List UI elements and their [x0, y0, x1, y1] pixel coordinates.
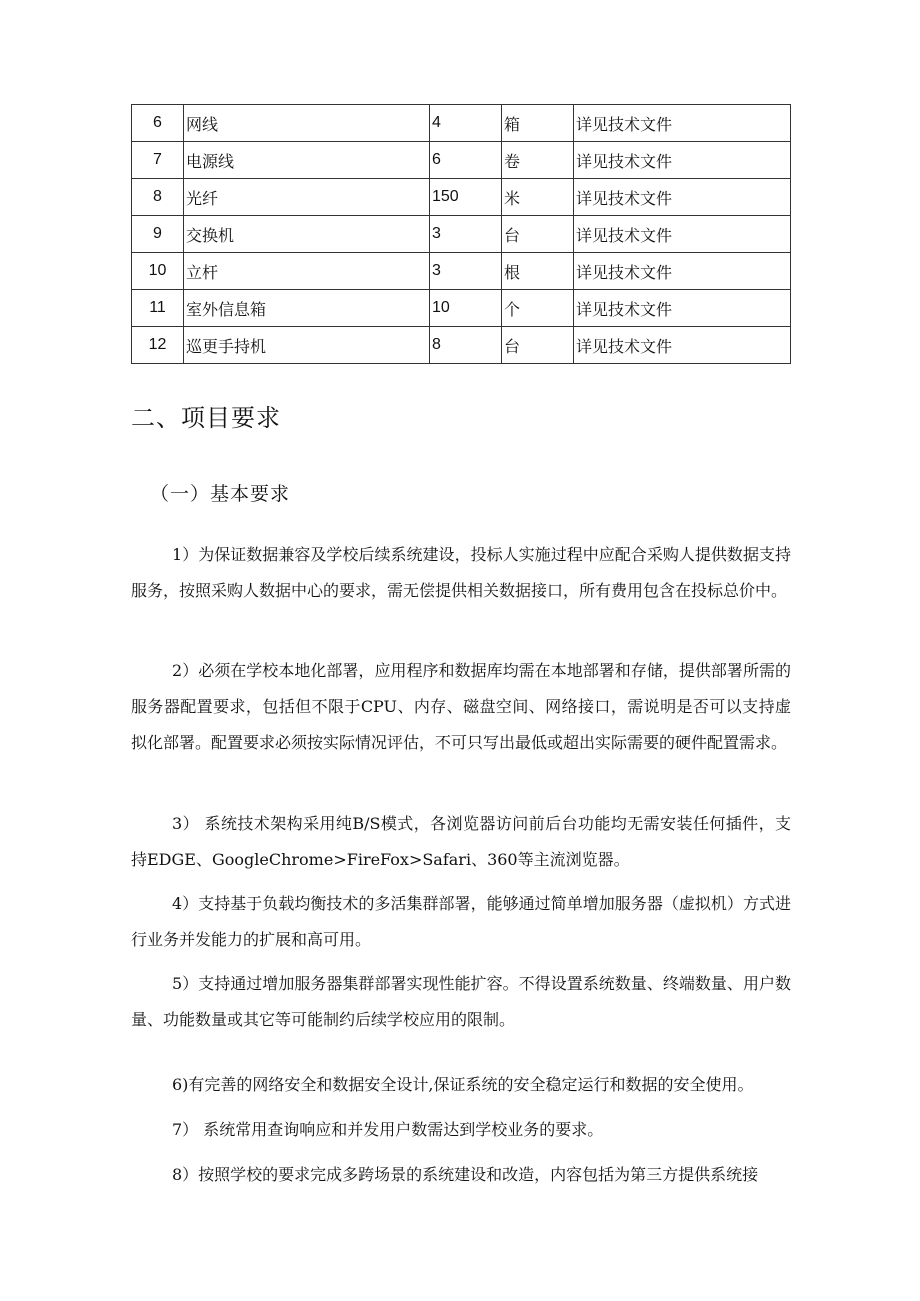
- requirement-paragraph-4: 4）支持基于负载均衡技术的多活集群部署，能够通过简单增加服务器（虚拟机）方式进行业务并发能力的扩展和高可用。: [131, 894, 791, 949]
- unit-cell: 台: [502, 216, 574, 253]
- subsection-title: （一）基本要求: [150, 483, 291, 505]
- spec-cell: 详见技术文件: [574, 290, 791, 327]
- quantity-cell: 3: [430, 253, 502, 290]
- item-name-cell: 网线: [184, 105, 430, 142]
- spec-cell: 详见技术文件: [574, 105, 791, 142]
- table-row: [132, 290, 791, 327]
- requirement-paragraph-2: 2）必须在学校本地化部署，应用程序和数据库均需在本地部署和存储，提供部署所需的服务器配置要求，包括但不限于CPU、内存、磁盘空间、网络接口，需说明是否可以支持虚拟化部署。配置要求必须按实际情况评估，不可只写出最低或超出实际需要的硬件配置需求。: [131, 661, 791, 752]
- equipment-table-body: [132, 105, 791, 364]
- row-number-cell: 8: [132, 179, 184, 216]
- unit-cell: 个: [502, 290, 574, 327]
- requirement-paragraph-5: 5）支持通过增加服务器集群部署实现性能扩容。不得设置系统数量、终端数量、用户数量、功能数量或其它等可能制约后续学校应用的限制。: [131, 974, 791, 1029]
- quantity-cell: 10: [430, 290, 502, 327]
- unit-cell: 米: [502, 179, 574, 216]
- spec-cell: 详见技术文件: [574, 179, 791, 216]
- requirement-paragraph-6: 6)有完善的网络安全和数据安全设计,保证系统的安全稳定运行和数据的安全使用。: [172, 1075, 754, 1094]
- quantity-cell: 3: [430, 216, 502, 253]
- table-row: [132, 216, 791, 253]
- quantity-cell: 8: [430, 327, 502, 364]
- table-row: [132, 179, 791, 216]
- requirement-paragraph-3: 3） 系统技术架构采用纯B/S模式，各浏览器访问前后台功能均无需安装任何插件，支持EDGE、GoogleChrome>FireFox>Safari、360等主流浏览器。: [131, 814, 791, 869]
- row-number-cell: 9: [132, 216, 184, 253]
- quantity-cell: 4: [430, 105, 502, 142]
- row-number-cell: 7: [132, 142, 184, 179]
- requirement-paragraph-8: 8）按照学校的要求完成多跨场景的系统建设和改造，内容包括为第三方提供系统接: [172, 1165, 759, 1184]
- spec-cell: 详见技术文件: [574, 327, 791, 364]
- spec-cell: 详见技术文件: [574, 253, 791, 290]
- unit-cell: 卷: [502, 142, 574, 179]
- row-number-cell: 10: [132, 253, 184, 290]
- item-name-cell: 立杆: [184, 253, 430, 290]
- item-name-cell: 光纤: [184, 179, 430, 216]
- section-title: 二、项目要求: [131, 404, 281, 432]
- table-row: [132, 105, 791, 142]
- spec-cell: 详见技术文件: [574, 216, 791, 253]
- row-number-cell: 11: [132, 290, 184, 327]
- item-name-cell: 交换机: [184, 216, 430, 253]
- quantity-cell: 6: [430, 142, 502, 179]
- requirement-paragraph-7: 7） 系统常用查询响应和并发用户数需达到学校业务的要求。: [172, 1120, 604, 1139]
- item-name-cell: 电源线: [184, 142, 430, 179]
- unit-cell: 根: [502, 253, 574, 290]
- equipment-table: [131, 104, 791, 364]
- table-row: [132, 327, 791, 364]
- unit-cell: 箱: [502, 105, 574, 142]
- spec-cell: 详见技术文件: [574, 142, 791, 179]
- table-row: [132, 142, 791, 179]
- row-number-cell: 12: [132, 327, 184, 364]
- item-name-cell: 巡更手持机: [184, 327, 430, 364]
- table-row: [132, 253, 791, 290]
- requirement-paragraph-1: 1）为保证数据兼容及学校后续系统建设，投标人实施过程中应配合采购人提供数据支持服务，按照采购人数据中心的要求，需无偿提供相关数据接口，所有费用包含在投标总价中。: [131, 545, 791, 600]
- unit-cell: 台: [502, 327, 574, 364]
- quantity-cell: 150: [430, 179, 502, 216]
- item-name-cell: 室外信息箱: [184, 290, 430, 327]
- row-number-cell: 6: [132, 105, 184, 142]
